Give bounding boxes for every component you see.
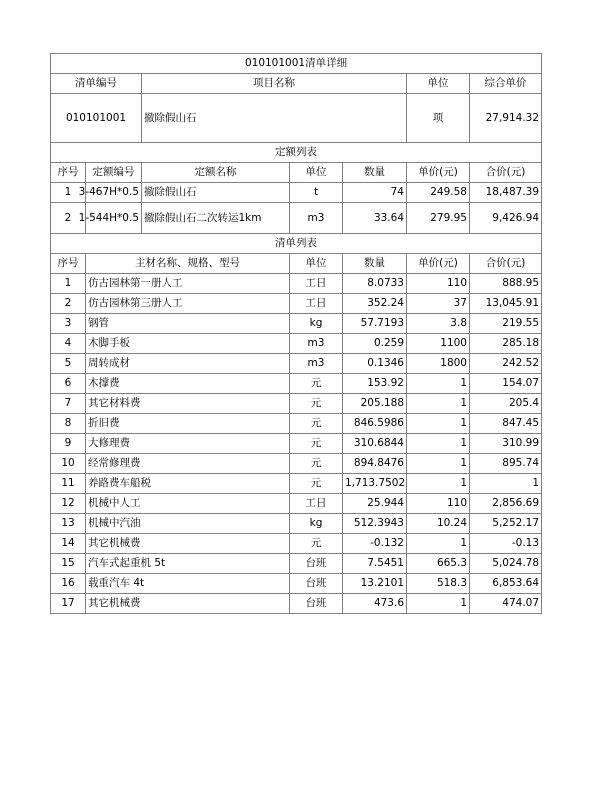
unit-header: 单位 — [407, 74, 470, 94]
quota-col-price: 单价(元) — [407, 163, 470, 183]
bill-detail-table — [50, 53, 542, 614]
quota-total: 18,487.39 — [470, 183, 542, 203]
item-name: 养路费车船税 — [86, 474, 290, 494]
item-name: 其它材料费 — [86, 394, 290, 414]
item-price: 1 — [407, 454, 470, 474]
quota-header-row — [51, 163, 542, 183]
item-price: 3.8 — [407, 314, 470, 334]
item-name: 机械中人工 — [86, 494, 290, 514]
quota-unit: t — [290, 183, 343, 203]
quota-col-qty: 数量 — [343, 163, 407, 183]
item-unit: 台班 — [290, 594, 343, 614]
item-no: 11 — [51, 474, 86, 494]
quota-col-total: 合价(元) — [470, 163, 542, 183]
item-name: 载重汽车 4t — [86, 574, 290, 594]
item-row — [51, 334, 542, 354]
quota-name: 撤除假山石 — [142, 183, 290, 203]
item-no: 2 — [51, 294, 86, 314]
items-section-title-row — [51, 234, 542, 254]
item-price: 1 — [407, 534, 470, 554]
items-col-total: 合价(元) — [470, 254, 542, 274]
item-unit: m3 — [290, 334, 343, 354]
items-col-no: 序号 — [51, 254, 86, 274]
item-unit: 台班 — [290, 574, 343, 594]
item-name: 周转成材 — [86, 354, 290, 374]
item-row — [51, 374, 542, 394]
item-row — [51, 314, 542, 334]
sheet-title: 010101001清单详细 — [51, 54, 542, 74]
item-total: 154.07 — [470, 374, 542, 394]
quota-col-no: 序号 — [51, 163, 86, 183]
item-name: 大修理费 — [86, 434, 290, 454]
item-name: 其它机械费 — [86, 534, 290, 554]
item-qty: 8.0733 — [343, 274, 407, 294]
item-price: 1100 — [407, 334, 470, 354]
quota-row — [51, 183, 542, 203]
quota-name: 撤除假山石二次转运1km — [142, 203, 290, 234]
item-unit: 元 — [290, 534, 343, 554]
item-total: 219.55 — [470, 314, 542, 334]
item-row — [51, 594, 542, 614]
item-name-header: 项目名称 — [142, 74, 407, 94]
item-total: 1 — [470, 474, 542, 494]
item-unit: 工日 — [290, 274, 343, 294]
item-name: 机械中汽油 — [86, 514, 290, 534]
items-header-row — [51, 254, 542, 274]
item-unit: 元 — [290, 454, 343, 474]
item-total: 6,853.64 — [470, 574, 542, 594]
item-qty: 473.6 — [343, 594, 407, 614]
bill-item-row — [51, 94, 542, 143]
item-qty: 7.5451 — [343, 554, 407, 574]
quota-price: 249.58 — [407, 183, 470, 203]
item-name: 木脚手板 — [86, 334, 290, 354]
unit-price-header: 综合单价 — [470, 74, 542, 94]
item-price: 518.3 — [407, 574, 470, 594]
item-total: 2,856.69 — [470, 494, 542, 514]
item-price: 1 — [407, 474, 470, 494]
item-qty: 0.1346 — [343, 354, 407, 374]
item-no: 15 — [51, 554, 86, 574]
bill-code: 010101001 — [51, 94, 142, 143]
item-no: 16 — [51, 574, 86, 594]
item-row — [51, 274, 542, 294]
item-name: 汽车式起重机 5t — [86, 554, 290, 574]
item-total: 242.52 — [470, 354, 542, 374]
item-qty: 0.259 — [343, 334, 407, 354]
item-no: 13 — [51, 514, 86, 534]
item-total: 5,252.17 — [470, 514, 542, 534]
item-unit: m3 — [290, 354, 343, 374]
item-qty: 153.92 — [343, 374, 407, 394]
item-total: 285.18 — [470, 334, 542, 354]
item-qty: 846.5986 — [343, 414, 407, 434]
item-unit: 工日 — [290, 494, 343, 514]
item-no: 8 — [51, 414, 86, 434]
item-qty: 25.944 — [343, 494, 407, 514]
item-no: 14 — [51, 534, 86, 554]
item-row — [51, 394, 542, 414]
item-price: 1 — [407, 394, 470, 414]
item-unit: 台班 — [290, 554, 343, 574]
item-total: 474.07 — [470, 594, 542, 614]
item-total: 847.45 — [470, 414, 542, 434]
item-price: 1800 — [407, 354, 470, 374]
item-no: 1 — [51, 274, 86, 294]
item-name: 钢管 — [86, 314, 290, 334]
item-total: -0.13 — [470, 534, 542, 554]
item-price: 37 — [407, 294, 470, 314]
item-name: 折旧费 — [86, 414, 290, 434]
bill-code-header: 清单编号 — [51, 74, 142, 94]
item-unit: kg — [290, 514, 343, 534]
item-no: 9 — [51, 434, 86, 454]
quota-col-unit: 单位 — [290, 163, 343, 183]
quota-total: 9,426.94 — [470, 203, 542, 234]
quota-section-title-row — [51, 143, 542, 163]
quota-row — [51, 203, 542, 234]
items-section-title: 清单列表 — [51, 234, 542, 254]
item-no: 7 — [51, 394, 86, 414]
header-labels-row — [51, 74, 542, 94]
title-row — [51, 54, 542, 74]
item-price: 1 — [407, 374, 470, 394]
items-col-unit: 单位 — [290, 254, 343, 274]
item-row — [51, 294, 542, 314]
item-unit: kg — [290, 314, 343, 334]
quota-qty: 33.64 — [343, 203, 407, 234]
item-price: 10.24 — [407, 514, 470, 534]
item-name: 仿古园林第一册人工 — [86, 274, 290, 294]
quota-unit: m3 — [290, 203, 343, 234]
item-name: 木撑费 — [86, 374, 290, 394]
item-row — [51, 414, 542, 434]
item-total: 5,024.78 — [470, 554, 542, 574]
item-qty: 205.188 — [343, 394, 407, 414]
bill-detail-sheet — [50, 53, 541, 614]
item-total: 310.99 — [470, 434, 542, 454]
item-unit: 元 — [290, 434, 343, 454]
quota-code: 3-467H*0.5 — [86, 183, 142, 203]
item-qty: 310.6844 — [343, 434, 407, 454]
item-price: 1 — [407, 594, 470, 614]
quota-qty: 74 — [343, 183, 407, 203]
item-total: 13,045.91 — [470, 294, 542, 314]
item-row — [51, 574, 542, 594]
item-name: 经常修理费 — [86, 454, 290, 474]
item-total: 895.74 — [470, 454, 542, 474]
item-row — [51, 474, 542, 494]
item-qty: 352.24 — [343, 294, 407, 314]
item-row — [51, 494, 542, 514]
quota-col-code: 定额编号 — [86, 163, 142, 183]
item-price: 1 — [407, 434, 470, 454]
item-unit: 元 — [290, 414, 343, 434]
bill-name: 撤除假山石 — [142, 94, 407, 143]
item-row — [51, 534, 542, 554]
item-price: 110 — [407, 494, 470, 514]
item-row — [51, 354, 542, 374]
item-qty: 1,713.7502 — [343, 474, 407, 494]
item-price: 110 — [407, 274, 470, 294]
item-no: 12 — [51, 494, 86, 514]
item-no: 5 — [51, 354, 86, 374]
item-unit: 工日 — [290, 294, 343, 314]
item-price: 1 — [407, 414, 470, 434]
quota-no: 1 — [51, 183, 86, 203]
item-no: 6 — [51, 374, 86, 394]
item-no: 17 — [51, 594, 86, 614]
item-qty: -0.132 — [343, 534, 407, 554]
item-qty: 57.7193 — [343, 314, 407, 334]
quota-price: 279.95 — [407, 203, 470, 234]
item-unit: 元 — [290, 474, 343, 494]
item-row — [51, 434, 542, 454]
item-row — [51, 554, 542, 574]
item-no: 3 — [51, 314, 86, 334]
item-row — [51, 514, 542, 534]
item-no: 4 — [51, 334, 86, 354]
item-name: 其它机械费 — [86, 594, 290, 614]
quota-section-title: 定额列表 — [51, 143, 542, 163]
item-qty: 512.3943 — [343, 514, 407, 534]
quota-no: 2 — [51, 203, 86, 234]
item-price: 665.3 — [407, 554, 470, 574]
bill-price: 27,914.32 — [470, 94, 542, 143]
quota-code: 1-544H*0.5 — [86, 203, 142, 234]
item-unit: 元 — [290, 374, 343, 394]
items-col-qty: 数量 — [343, 254, 407, 274]
items-col-name: 主材名称、规格、型号 — [86, 254, 290, 274]
item-unit: 元 — [290, 394, 343, 414]
item-qty: 894.8476 — [343, 454, 407, 474]
quota-col-name: 定额名称 — [142, 163, 290, 183]
item-name: 仿古园林第三册人工 — [86, 294, 290, 314]
bill-unit: 项 — [407, 94, 470, 143]
item-no: 10 — [51, 454, 86, 474]
item-total: 205.4 — [470, 394, 542, 414]
item-qty: 13.2101 — [343, 574, 407, 594]
item-total: 888.95 — [470, 274, 542, 294]
item-row — [51, 454, 542, 474]
items-col-price: 单价(元) — [407, 254, 470, 274]
